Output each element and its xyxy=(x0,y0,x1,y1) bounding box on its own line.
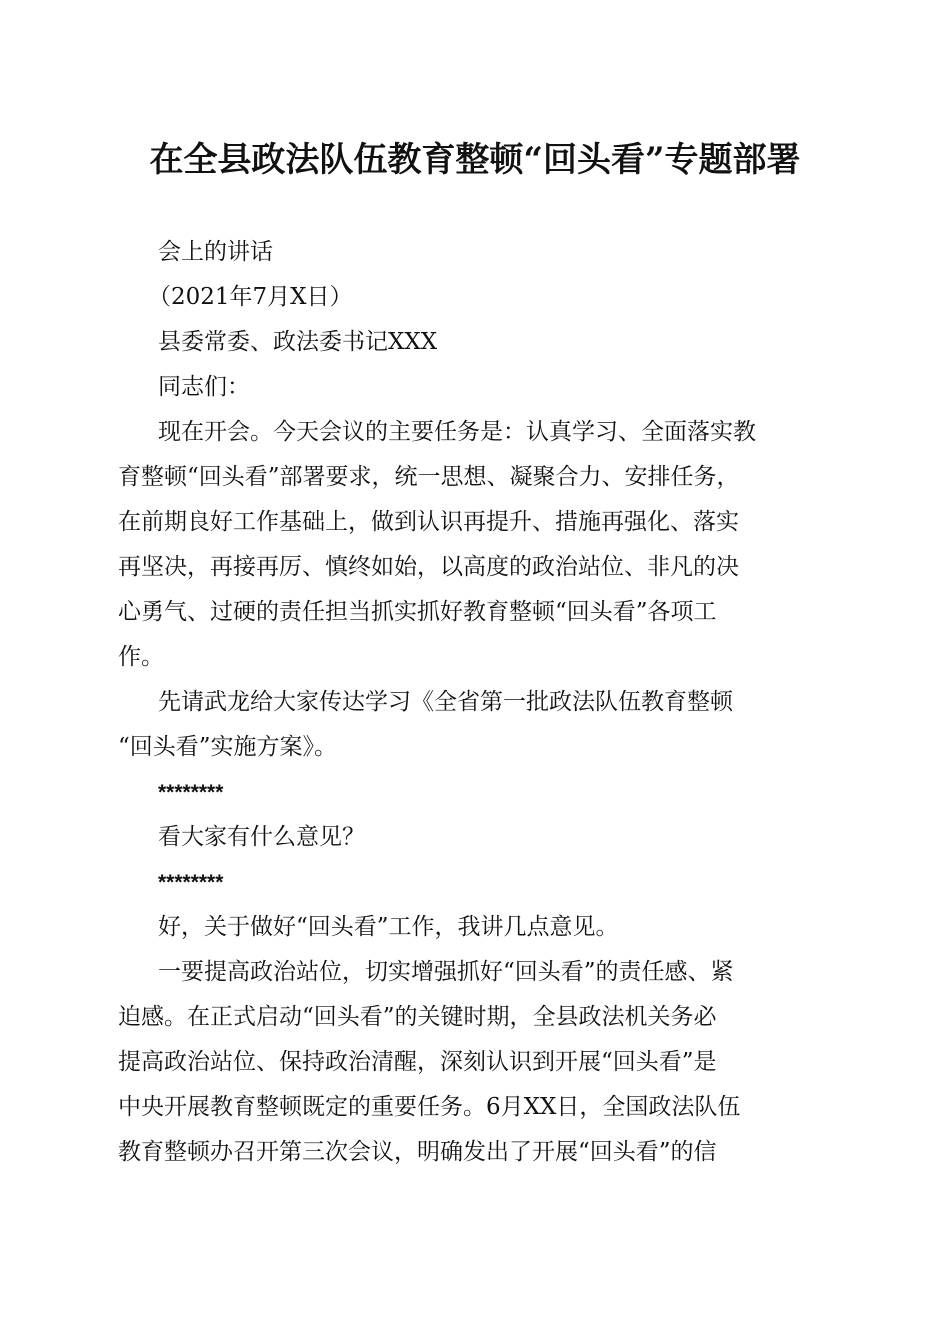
speech-date: （2021年7月X日） xyxy=(148,284,353,310)
salutation: 同志们： xyxy=(158,374,250,400)
paragraph-line: 一要提高政治站位，切实增强抓好“回头看”的责任感、紧 xyxy=(158,959,734,985)
separator-stars: ******** xyxy=(158,781,224,804)
document-title: 在全县政法队伍教育整顿“回头看”专题部署 xyxy=(149,140,801,180)
paragraph-line: 先请武龙给大家传达学习《全省第一批政法队伍教育整顿 xyxy=(158,689,733,715)
speaker-line: 县委常委、政法委书记XXX xyxy=(158,329,438,355)
paragraph-line: 现在开会。今天会议的主要任务是：认真学习、全面落实教 xyxy=(158,419,756,445)
paragraph-line: 中央开展教育整顿既定的重要任务。6月XX日，全国政法队伍 xyxy=(118,1094,741,1120)
paragraph-line: 心勇气、过硬的责任担当抓实抓好教育整顿“回头看”各项工 xyxy=(118,599,717,625)
document-body xyxy=(118,230,830,1175)
paragraph-line: 在前期良好工作基础上，做到认识再提升、措施再强化、落实 xyxy=(118,509,739,535)
paragraph-line: “回头看”实施方案》。 xyxy=(118,734,338,760)
paragraph-line: 作。 xyxy=(118,644,164,670)
paragraph-line: 再坚决，再接再厉、慎终如始，以高度的政治站位、非凡的决 xyxy=(118,554,739,580)
separator-stars: ******** xyxy=(158,871,224,894)
paragraph-line: 看大家有什么意见？ xyxy=(158,824,365,850)
subtitle: 会上的讲话 xyxy=(158,239,273,265)
paragraph-line: 提高政治站位、保持政治清醒，深刻认识到开展“回头看”是 xyxy=(118,1049,717,1075)
paragraph-line: 教育整顿办召开第三次会议，明确发出了开展“回头看”的信 xyxy=(118,1139,717,1165)
paragraph-line: 迫感。在正式启动“回头看”的关键时期，全县政法机关务必 xyxy=(118,1004,717,1030)
paragraph-line: 育整顿“回头看”部署要求，统一思想、凝聚合力、安排任务， xyxy=(118,464,740,490)
paragraph-line: 好，关于做好“回头看”工作，我讲几点意见。 xyxy=(158,914,619,940)
